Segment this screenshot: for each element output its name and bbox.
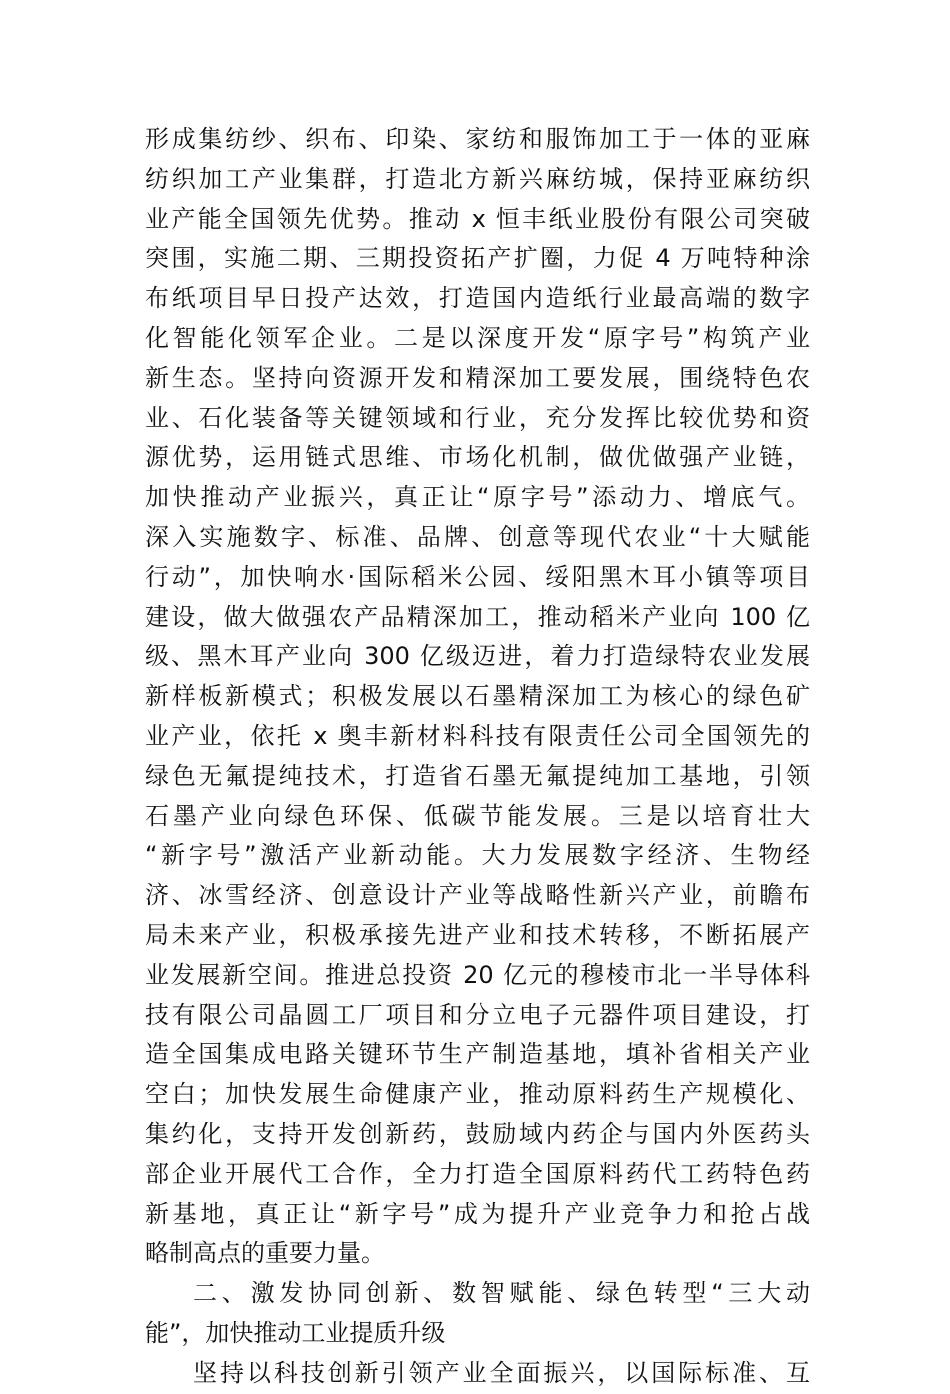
text-line: 部企业开展代工合作，全力打造全国原料药代工药特色药: [145, 1159, 810, 1188]
text-line: 略制高点的重要力量。: [145, 1239, 385, 1268]
text-line: 石墨产业向绿色环保、低碳节能发展。三是以培育壮大: [145, 801, 810, 830]
document-body: [145, 120, 810, 1394]
text-line: 业产能全国领先优势。推动 x 恒丰纸业股份有限公司突破: [145, 204, 810, 233]
text-line: 新样板新模式；积极发展以石墨精深加工为核心的绿色矿: [145, 682, 810, 711]
text-line: 业发展新空间。推进总投资 20 亿元的穆棱市北一半导体科: [145, 960, 810, 989]
heading-line: 能”，加快推动工业提质升级: [145, 1318, 446, 1347]
text-line: 坚持以科技创新引领产业全面振兴，以国际标准、互: [193, 1358, 810, 1387]
text-line: 级、黑木耳产业向 300 亿级迈进，着力打造绿特农业发展: [145, 642, 810, 671]
text-line: 集约化，支持开发创新药，鼓励域内药企与国内外医药头: [145, 1119, 810, 1148]
text-line: 空白；加快发展生命健康产业，推动原料药生产规模化、: [145, 1080, 810, 1109]
text-line: “新字号”激活产业新动能。大力发展数字经济、生物经: [145, 841, 810, 870]
text-line: 加快推动产业振兴，真正让“原字号”添动力、增底气。: [145, 483, 810, 512]
text-line: 纺织加工产业集群，打造北方新兴麻纺城，保持亚麻纺织: [145, 164, 810, 193]
text-line: 行动”，加快响水·国际稻米公园、绥阳黑木耳小镇等项目: [145, 562, 810, 591]
text-line: 业、石化装备等关键领域和行业，充分发挥比较优势和资: [145, 403, 810, 432]
text-line: 造全国集成电路关键环节生产制造基地，填补省相关产业: [145, 1040, 810, 1069]
text-line: 新生态。坚持向资源开发和精深加工要发展，围绕特色农: [145, 363, 810, 392]
body-paragraph: [145, 120, 810, 1274]
text-line: 突围，实施二期、三期投资拓产扩圈，力促 4 万吨特种涂: [145, 244, 810, 273]
text-line: 绿色无氟提纯技术，打造省石墨无氟提纯加工基地，引领: [145, 761, 810, 790]
text-line: 深入实施数字、标准、品牌、创意等现代农业“十大赋能: [145, 522, 810, 551]
text-line: 业产业，依托 x 奥丰新材料科技有限责任公司全国领先的: [145, 721, 810, 750]
text-line: 形成集纺纱、织布、印染、家纺和服饰加工于一体的亚麻: [145, 125, 810, 153]
text-line: 技有限公司晶圆工厂项目和分立电子元器件项目建设，打: [145, 1000, 810, 1029]
text-line: 源优势，运用链式思维、市场化机制，做优做强产业链，: [145, 443, 810, 472]
text-line: 局未来产业，积极承接先进产业和技术转移，不断拓展产: [145, 920, 810, 949]
section-heading: [145, 1274, 810, 1354]
text-line: 化智能化领军企业。二是以深度开发“原字号”构筑产业: [145, 323, 810, 352]
body-paragraph: [145, 1354, 810, 1394]
heading-line: 二、激发协同创新、数智赋能、绿色转型“三大动: [193, 1279, 810, 1308]
text-line: 济、冰雪经济、创意设计产业等战略性新兴产业，前瞻布: [145, 881, 810, 910]
text-line: 新基地，真正让“新字号”成为提升产业竞争力和抢占战: [145, 1199, 810, 1228]
text-line: 布纸项目早日投产达效，打造国内造纸行业最高端的数字: [145, 284, 810, 313]
text-line: 建设，做大做强农产品精深加工，推动稻米产业向 100 亿: [145, 602, 810, 631]
